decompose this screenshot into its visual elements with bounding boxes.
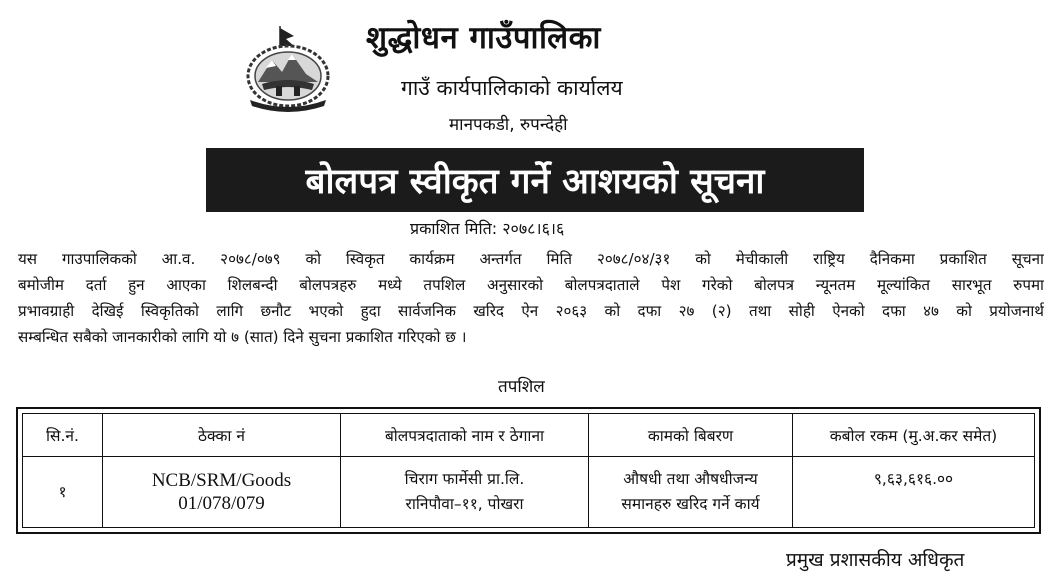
header-contract-number: ठेक्का नं: [103, 414, 341, 457]
notice-body-line: सम्बन्धित सबैको जानकारीको लागि यो ७ (सात) दिने सुचना प्रकाशित गरिएको छ ।: [18, 328, 467, 346]
notice-title: बोलपत्र स्वीकृत गर्ने आशयको सूचना: [305, 161, 765, 202]
schedule-title: तपशिल: [498, 377, 545, 397]
work-description-line-1: औषधी तथा औषधीजन्य: [623, 470, 758, 488]
contract-number-line-1: NCB/SRM/Goods: [151, 470, 292, 491]
notice-body-line: बमोजीम दर्ता हुन आएका शिलबन्दी बोलपत्रहरु मध्ये तपशिल अनुसारको बोलपत्रदाताले पेश गरेको बोलपत्र न्यूनतम मूल्यांकित सारभूत रुपमा: [18, 276, 1044, 294]
cell-contract-number: [103, 457, 341, 528]
header-bidder-name-address: बोलपत्रदाताको नाम र ठेगाना: [341, 414, 589, 457]
header-serial-number: सि.नं.: [23, 414, 103, 457]
contract-number-line-2: 01/078/079: [178, 493, 265, 514]
bidder-name: चिराग फार्मेसी प्रा.लि.: [404, 470, 525, 488]
cell-work-description: [589, 457, 793, 528]
work-description-line-2: समानहरु खरिद गर्ने कार्य: [621, 495, 760, 513]
notice-body-line: यस गाउपालिकको आ.व. २०७८/०७९ को स्विकृत कार्यक्रम अन्तर्गत मिति २०७८/०४/३१ को मेचीकाली राष्ट्रिय दैनिकमा प्रकाशित सूचना: [18, 250, 1044, 268]
signatory-title: प्रमुख प्रशासकीय अधिकृत: [786, 549, 965, 571]
government-emblem-icon: [240, 24, 336, 112]
notice-body: [18, 246, 1044, 350]
table-header-row: [23, 414, 1035, 457]
notice-body-line: प्रभावग्राही देखिई स्विकृतिको लागि छनौट भएको हुदा सार्वजनिक खरिद ऐन २०६३ को दफा २७ (२) तथा सोही ऐनको दफा ४७ को प्रयोजनार्थ: [18, 302, 1044, 320]
cell-bidder: [341, 457, 589, 528]
address: मानपकडी, रुपन्देही: [449, 115, 568, 135]
header-work-description: कामको बिबरण: [589, 414, 793, 457]
schedule-table: [22, 413, 1035, 528]
header-bid-amount: कबोल रकम (मु.अ.कर समेत): [793, 414, 1035, 457]
published-date: प्रकाशित मिति: २०७८।६।६: [410, 219, 565, 238]
office-name: गाउँ कार्यपालिकाको कार्यालय: [401, 76, 623, 100]
org-name: शुद्धोधन गाउँपालिका: [366, 20, 601, 56]
table-row: [23, 457, 1035, 528]
cell-serial-number: १: [23, 457, 103, 528]
bidder-address: रानिपौवा–११, पोखरा: [405, 495, 524, 513]
notice-title-banner: [206, 148, 864, 212]
cell-bid-amount: ९,६३,६१६.००: [793, 457, 1035, 528]
schedule-table-frame: [16, 407, 1041, 534]
